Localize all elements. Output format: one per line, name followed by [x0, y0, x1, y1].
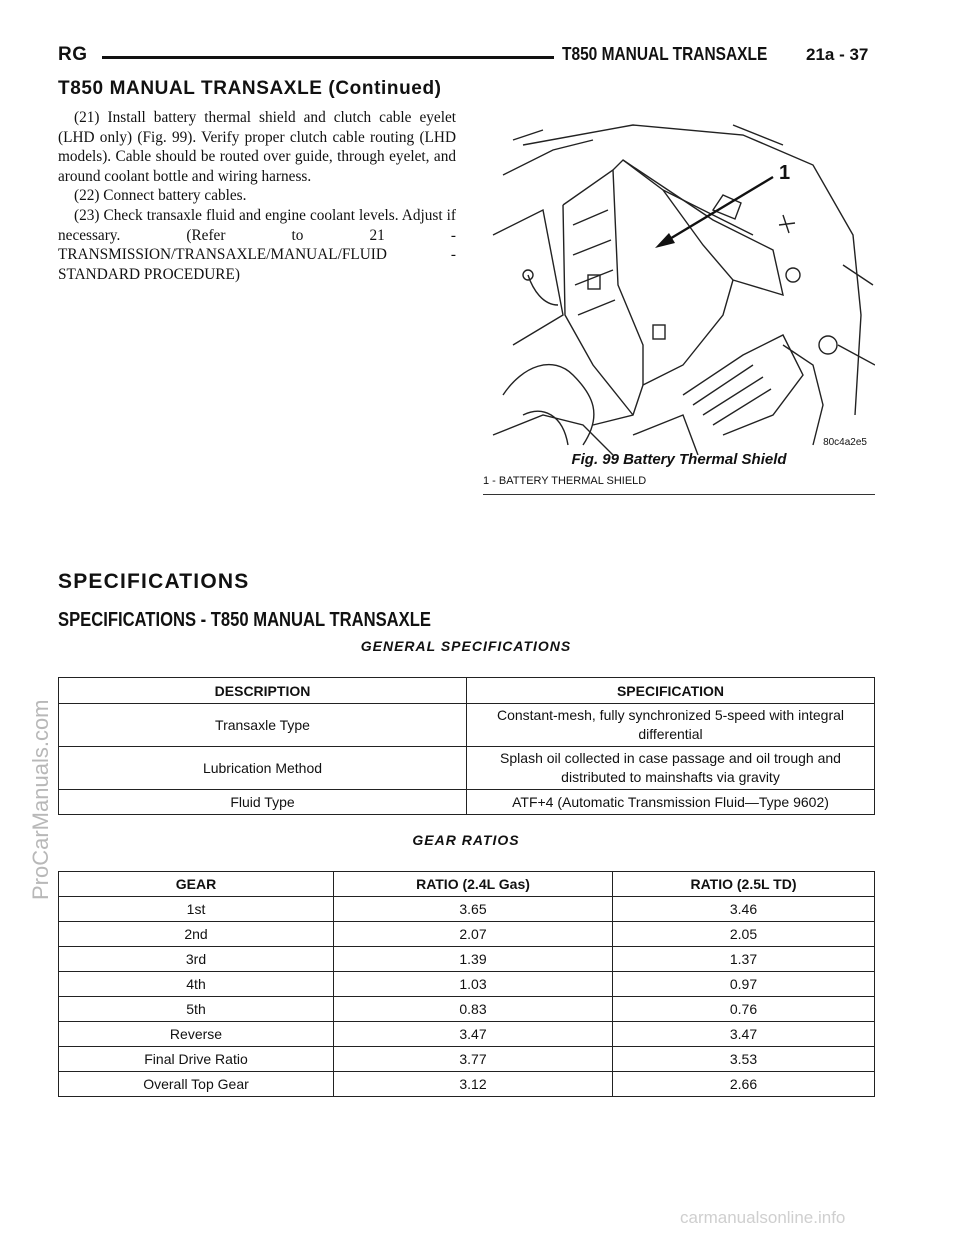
table-cell: Constant-mesh, fully synchronized 5-speed with integral differential: [467, 704, 875, 747]
side-watermark: ProCarManuals.com: [28, 699, 53, 900]
table-cell: 3.47: [613, 1022, 875, 1047]
table-cell: Fluid Type: [59, 790, 467, 815]
callout-1: 1: [779, 162, 791, 184]
procedure-step-21: (21) Install battery thermal shield and clutch cable eyelet (LHD only) (Fig. 99). Verify proper clutch cable routing (LHD models). Cable should be routed over guide, through eyelet, and around coolant bottle and wiring harness.: [58, 109, 456, 185]
table-header-row: [59, 678, 875, 704]
continued-title: T850 MANUAL TRANSAXLE (Continued): [58, 78, 442, 99]
table-cell: Reverse: [59, 1022, 334, 1047]
table-cell: 3.53: [613, 1047, 875, 1072]
image-code: 80c4a2e5: [823, 437, 867, 448]
table-cell: Lubrication Method: [59, 747, 467, 790]
procedure-step-22: (22) Connect battery cables.: [74, 187, 247, 205]
general-specs-title: GENERAL SPECIFICATIONS: [360, 638, 572, 654]
page-number: 21a - 37: [806, 45, 869, 64]
table-row: [59, 972, 875, 997]
table-cell: Transaxle Type: [59, 704, 467, 747]
table-cell: 3.47: [334, 1022, 613, 1047]
figure-99: [483, 115, 875, 497]
table-row: [59, 897, 875, 922]
table-row: [59, 747, 875, 790]
bottom-watermark: carmanualsonline.info: [680, 1208, 846, 1227]
table-row: [59, 922, 875, 947]
table-cell: 0.97: [613, 972, 875, 997]
table-cell: 2nd: [59, 922, 334, 947]
header-cell: RATIO (2.5L TD): [613, 872, 875, 897]
table-cell: 3.46: [613, 897, 875, 922]
table-row: [59, 997, 875, 1022]
table-cell: ATF+4 (Automatic Transmission Fluid—Type 9602): [467, 790, 875, 815]
table-cell: 2.07: [334, 922, 613, 947]
section-code: RG: [58, 44, 88, 65]
figure-rule: [483, 494, 875, 495]
table-header-row: [59, 872, 875, 897]
table-cell: 1.39: [334, 947, 613, 972]
table-cell: 4th: [59, 972, 334, 997]
general-specs-table: [58, 677, 875, 815]
gear-ratios-title: GEAR RATIOS: [412, 832, 520, 848]
battery-thermal-shield-illustration: [483, 115, 875, 455]
table-cell: 3rd: [59, 947, 334, 972]
table-cell: 5th: [59, 997, 334, 1022]
table-cell: Overall Top Gear: [59, 1072, 334, 1097]
figure-caption: Fig. 99 Battery Thermal Shield: [571, 451, 787, 468]
specifications-subheading: SPECIFICATIONS - T850 MANUAL TRANSAXLE: [58, 609, 431, 631]
table-cell: Final Drive Ratio: [59, 1047, 334, 1072]
table-cell: 0.76: [613, 997, 875, 1022]
table-row: [59, 1047, 875, 1072]
table-row: [59, 1022, 875, 1047]
header-title: T850 MANUAL TRANSAXLE: [562, 44, 768, 64]
table-cell: Splash oil collected in case passage and oil trough and distributed to mainshafts via gravity: [467, 747, 875, 790]
specifications-heading: SPECIFICATIONS: [58, 570, 250, 593]
table-cell: 3.65: [334, 897, 613, 922]
header-cell: SPECIFICATION: [467, 678, 875, 704]
table-row: [59, 1072, 875, 1097]
table-cell: 2.66: [613, 1072, 875, 1097]
table-cell: 1st: [59, 897, 334, 922]
table-cell: 1.03: [334, 972, 613, 997]
table-cell: 3.12: [334, 1072, 613, 1097]
table-row: [59, 947, 875, 972]
figure-legend: 1 - BATTERY THERMAL SHIELD: [483, 475, 647, 487]
header-cell: GEAR: [59, 872, 334, 897]
table-row: [59, 790, 875, 815]
procedure-step-23: (23) Check transaxle fluid and engine coolant levels. Adjust if necessary. (Refer to 21 - TRANSMISSION/TRANSAXLE/MANUAL/FLUID - STANDARD PROCEDURE): [58, 206, 456, 283]
header-rule: [102, 56, 554, 59]
header-cell: DESCRIPTION: [59, 678, 467, 704]
table-cell: 1.37: [613, 947, 875, 972]
table-row: [59, 704, 875, 747]
table-cell: 2.05: [613, 922, 875, 947]
procedure-text: [58, 108, 456, 284]
gear-ratios-table: [58, 871, 875, 1097]
header-cell: RATIO (2.4L Gas): [334, 872, 613, 897]
table-cell: 3.77: [334, 1047, 613, 1072]
table-cell: 0.83: [334, 997, 613, 1022]
